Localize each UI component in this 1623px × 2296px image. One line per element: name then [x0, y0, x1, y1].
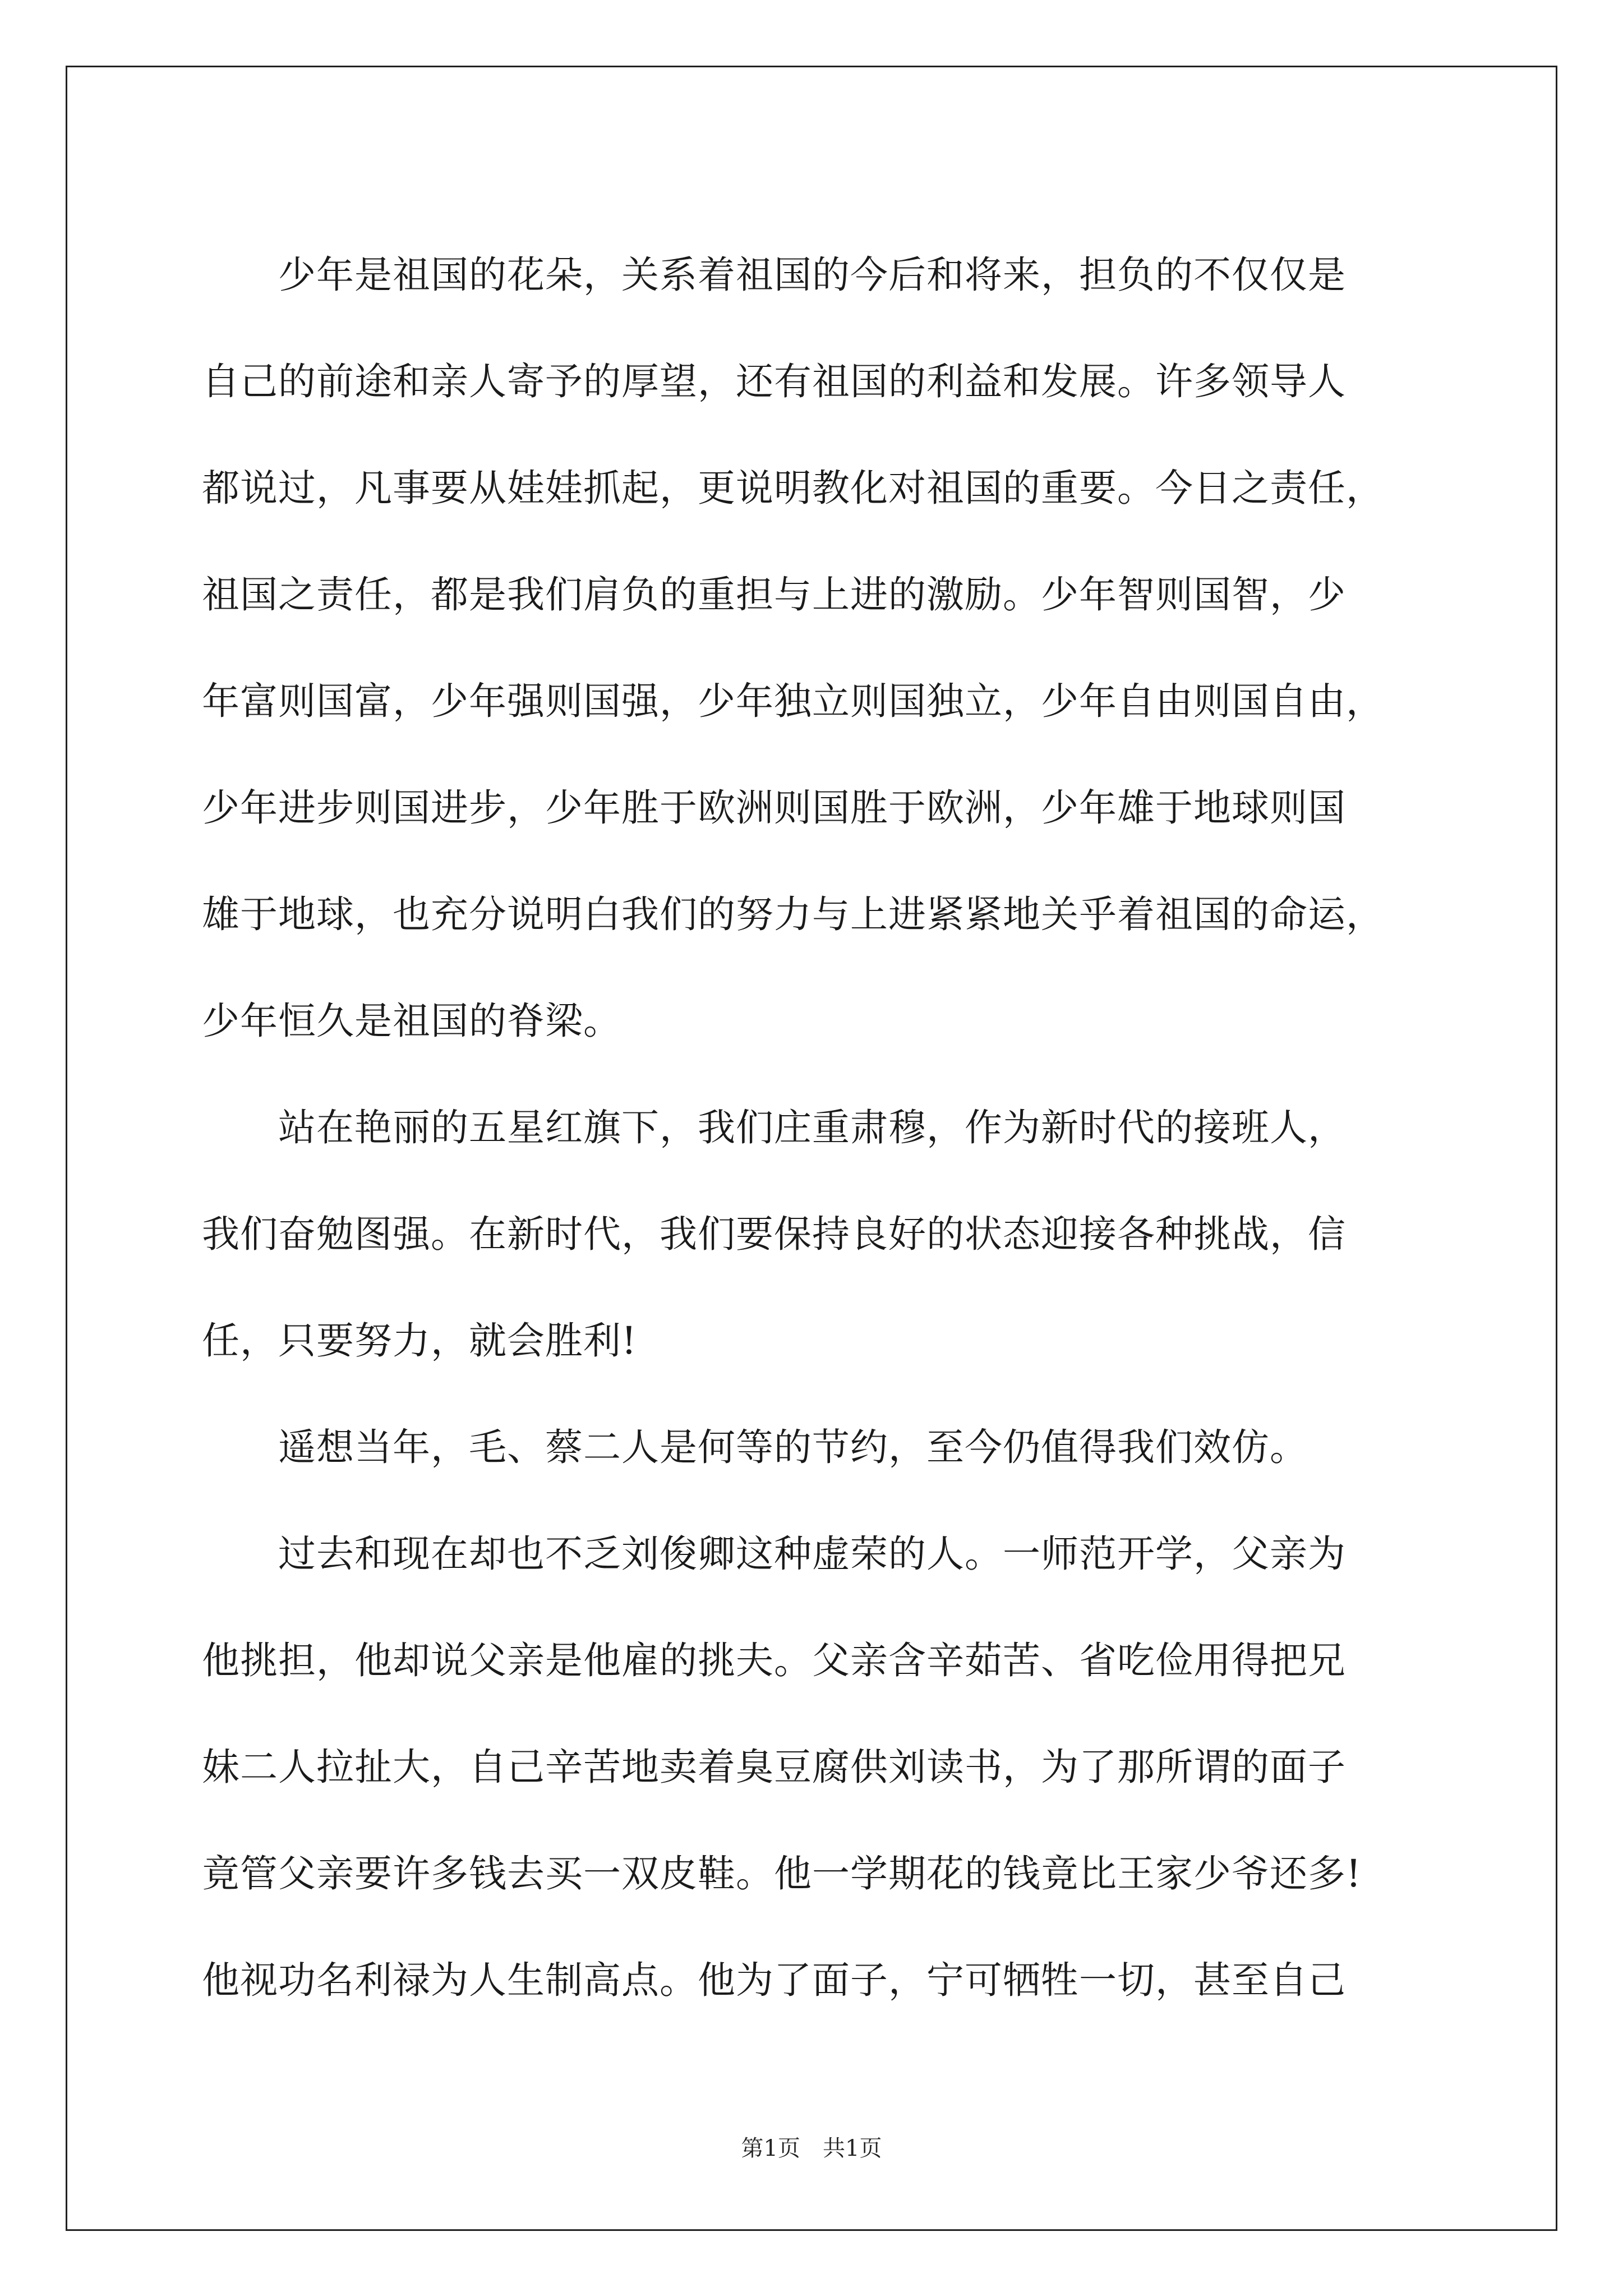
text-line: 少年是祖国的花朵，关系着祖国的今后和将来，担负的不仅仅是	[202, 253, 1346, 297]
text-line: 我们奋勉图强。在新时代，我们要保持良好的状态迎接各种挑战，信	[202, 1212, 1346, 1256]
text-line: 遥想当年，毛、蔡二人是何等的节约，至今仍值得我们效仿。	[202, 1425, 1308, 1469]
text-line: 年富则国富，少年强则国强，少年独立则国独立，少年自由则国自由，	[202, 679, 1384, 723]
text-line: 过去和现在却也不乏刘俊卿这种虚荣的人。一师范开学，父亲为	[202, 1532, 1346, 1576]
text-line: 自己的前途和亲人寄予的厚望，还有祖国的利益和发展。许多领导人	[202, 360, 1346, 403]
text-line: 少年进步则国进步，少年胜于欧洲则国胜于欧洲，少年雄于地球则国	[202, 786, 1346, 830]
text-line: 他视功名利禄为人生制高点。他为了面子，宁可牺牲一切，甚至自己	[202, 1958, 1346, 2002]
text-line: 雄于地球，也充分说明白我们的努力与上进紧紧地关乎着祖国的命运，	[202, 892, 1384, 936]
text-line: 少年恒久是祖国的脊梁。	[202, 999, 621, 1043]
text-line: 他挑担，他却说父亲是他雇的挑夫。父亲含辛茹苦、省吃俭用得把兄	[202, 1639, 1346, 1682]
page-number-footer: 第1页 共1页	[741, 2136, 882, 2161]
text-line: 都说过，凡事要从娃娃抓起，更说明教化对祖国的重要。今日之责任，	[202, 466, 1384, 510]
text-line: 妹二人拉扯大，自己辛苦地卖着臭豆腐供刘读书，为了那所谓的面子	[202, 1745, 1346, 1789]
text-line: 站在艳丽的五星红旗下，我们庄重肃穆，作为新时代的接班人，	[202, 1106, 1346, 1149]
document-body	[202, 222, 1430, 2033]
text-line: 任，只要努力，就会胜利!	[202, 1319, 637, 1363]
text-line: 祖国之责任，都是我们肩负的重担与上进的激励。少年智则国智，少	[202, 573, 1346, 616]
text-line: 竟管父亲要许多钱去买一双皮鞋。他一学期花的钱竟比王家少爷还多!	[202, 1852, 1362, 1895]
